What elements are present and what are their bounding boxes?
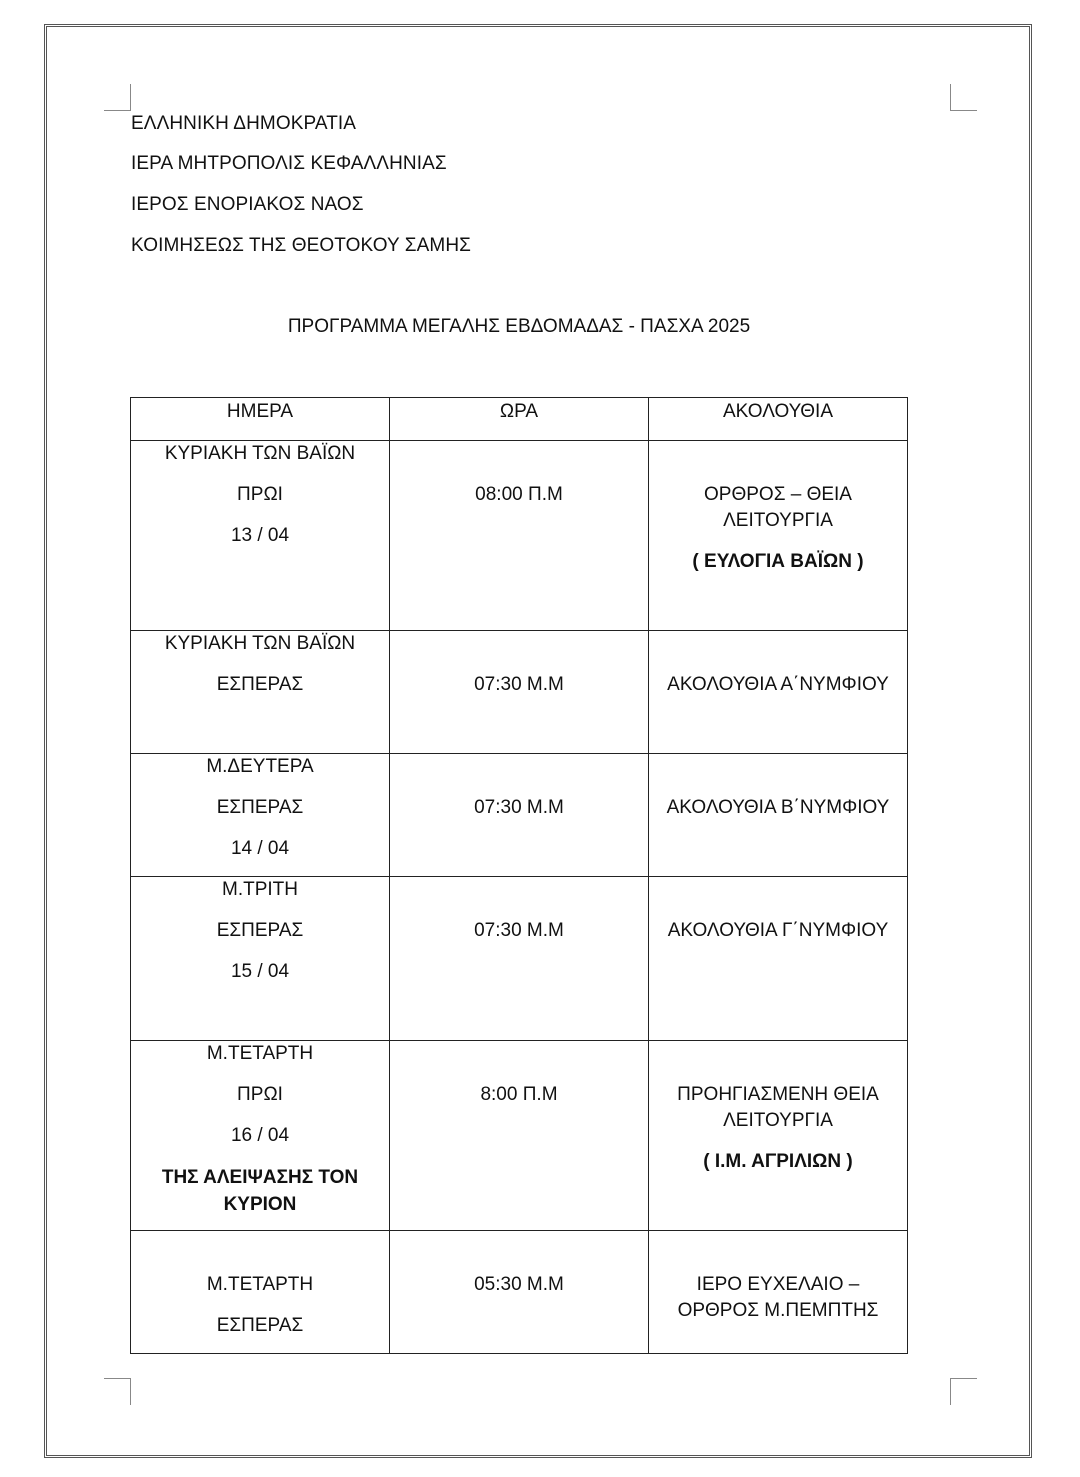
day-name: ΚΥΡΙΑΚΗ ΤΩΝ ΒΑΪΩΝ: [164, 633, 356, 654]
service-name: ΙΕΡΟ ΕΥΧΕΛΑΙΟ – ΟΡΘΡΟΣ Μ.ΠΕΜΠΤΗΣ: [677, 1274, 879, 1321]
service-cell: [649, 877, 908, 1041]
crop-mark-top-right: [950, 84, 977, 111]
day-period: ΠΡΩΙ: [237, 1084, 283, 1105]
service-cell: [649, 631, 908, 754]
service-note: ( Ι.Μ. ΑΓΡΙΛΙΩΝ ): [703, 1151, 853, 1172]
time-value: 07:30 Μ.Μ: [474, 674, 564, 695]
time-cell: [390, 1231, 649, 1354]
document-title: ΠΡΟΓΡΑΜΜΑ ΜΕΓΑΛΗΣ ΕΒΔΟΜΑΔΑΣ - ΠΑΣΧΑ 2025: [287, 316, 751, 337]
crop-mark-bottom-right: [950, 1378, 977, 1405]
service-cell: [649, 1041, 908, 1231]
day-name: Μ.ΤΕΤΑΡΤΗ: [206, 1274, 314, 1295]
header-church-type: ΙΕΡΟΣ ΕΝΟΡΙΑΚΟΣ ΝΑΟΣ: [131, 194, 364, 215]
day-cell: [131, 877, 390, 1041]
schedule-table: [130, 397, 908, 1354]
header-country: ΕΛΛΗΝΙΚΗ ΔΗΜΟΚΡΑΤΙΑ: [131, 113, 357, 134]
day-name: Μ.ΤΕΤΑΡΤΗ: [206, 1043, 314, 1064]
service-cell: [649, 441, 908, 631]
table-row: [131, 1041, 908, 1231]
crop-mark-bottom-left: [104, 1378, 131, 1405]
service-cell: [649, 1231, 908, 1354]
day-date: 13 / 04: [230, 525, 290, 546]
day-period: ΠΡΩΙ: [237, 484, 283, 505]
time-cell: [390, 441, 649, 631]
crop-mark-top-left: [104, 84, 131, 111]
service-name: ΑΚΟΛΟΥΘΙΑ Α΄ΝΥΜΦΙΟΥ: [667, 674, 889, 695]
time-value: 07:30 Μ.Μ: [474, 797, 564, 818]
day-cell: [131, 1041, 390, 1231]
header-day: ΗΜΕΡΑ: [131, 398, 390, 441]
day-cell: [131, 631, 390, 754]
service-cell: [649, 754, 908, 877]
day-date: 14 / 04: [230, 838, 290, 859]
time-value: 08:00 Π.Μ: [475, 484, 563, 505]
day-date: 16 / 04: [230, 1125, 290, 1146]
time-cell: [390, 631, 649, 754]
time-cell: [390, 1041, 649, 1231]
day-period: ΕΣΠΕΡΑΣ: [216, 674, 304, 695]
day-note: ΤΗΣ ΑΛΕΙΨΑΣΗΣ ΤΟΝ ΚΥΡΙΟΝ: [161, 1167, 359, 1215]
service-name: ΑΚΟΛΟΥΘΙΑ Γ΄ΝΥΜΦΙΟΥ: [667, 920, 889, 941]
table-row: [131, 441, 908, 631]
table-row: [131, 877, 908, 1041]
day-date: 15 / 04: [230, 961, 290, 982]
header-time: ΩΡΑ: [390, 398, 649, 441]
day-cell: [131, 754, 390, 877]
table-row: [131, 1231, 908, 1354]
time-cell: [390, 754, 649, 877]
table-row: [131, 631, 908, 754]
time-value: 8:00 Π.Μ: [480, 1084, 558, 1105]
header-service: ΑΚΟΛΟΥΘΙΑ: [649, 398, 908, 441]
day-period: ΕΣΠΕΡΑΣ: [216, 1315, 304, 1336]
header-metropolis: ΙΕΡΑ ΜΗΤΡΟΠΟΛΙΣ ΚΕΦΑΛΛΗΝΙΑΣ: [131, 153, 447, 174]
service-name: ΠΡΟΗΓΙΑΣΜΕΝΗ ΘΕΙΑ ΛΕΙΤΟΥΡΓΙΑ: [677, 1084, 879, 1131]
day-period: ΕΣΠΕΡΑΣ: [216, 797, 304, 818]
table-header-row: [131, 398, 908, 441]
table-row: [131, 754, 908, 877]
time-value: 05:30 Μ.Μ: [474, 1274, 564, 1295]
service-note: ( ΕΥΛΟΓΙΑ ΒΑΪΩΝ ): [692, 551, 864, 572]
service-name: ΟΡΘΡΟΣ – ΘΕΙΑ ΛΕΙΤΟΥΡΓΙΑ: [704, 484, 852, 531]
service-name: ΑΚΟΛΟΥΘΙΑ Β΄ΝΥΜΦΙΟΥ: [666, 797, 890, 818]
day-name: Μ.ΤΡΙΤΗ: [222, 879, 298, 900]
day-period: ΕΣΠΕΡΑΣ: [216, 920, 304, 941]
time-value: 07:30 Μ.Μ: [474, 920, 564, 941]
header-church-name: ΚΟΙΜΗΣΕΩΣ ΤΗΣ ΘΕΟΤΟΚΟΥ ΣΑΜΗΣ: [131, 235, 471, 256]
time-cell: [390, 877, 649, 1041]
day-name: Μ.ΔΕΥΤΕΡΑ: [206, 756, 314, 777]
day-cell: [131, 441, 390, 631]
day-cell: [131, 1231, 390, 1354]
day-name: ΚΥΡΙΑΚΗ ΤΩΝ ΒΑΪΩΝ: [164, 443, 356, 464]
